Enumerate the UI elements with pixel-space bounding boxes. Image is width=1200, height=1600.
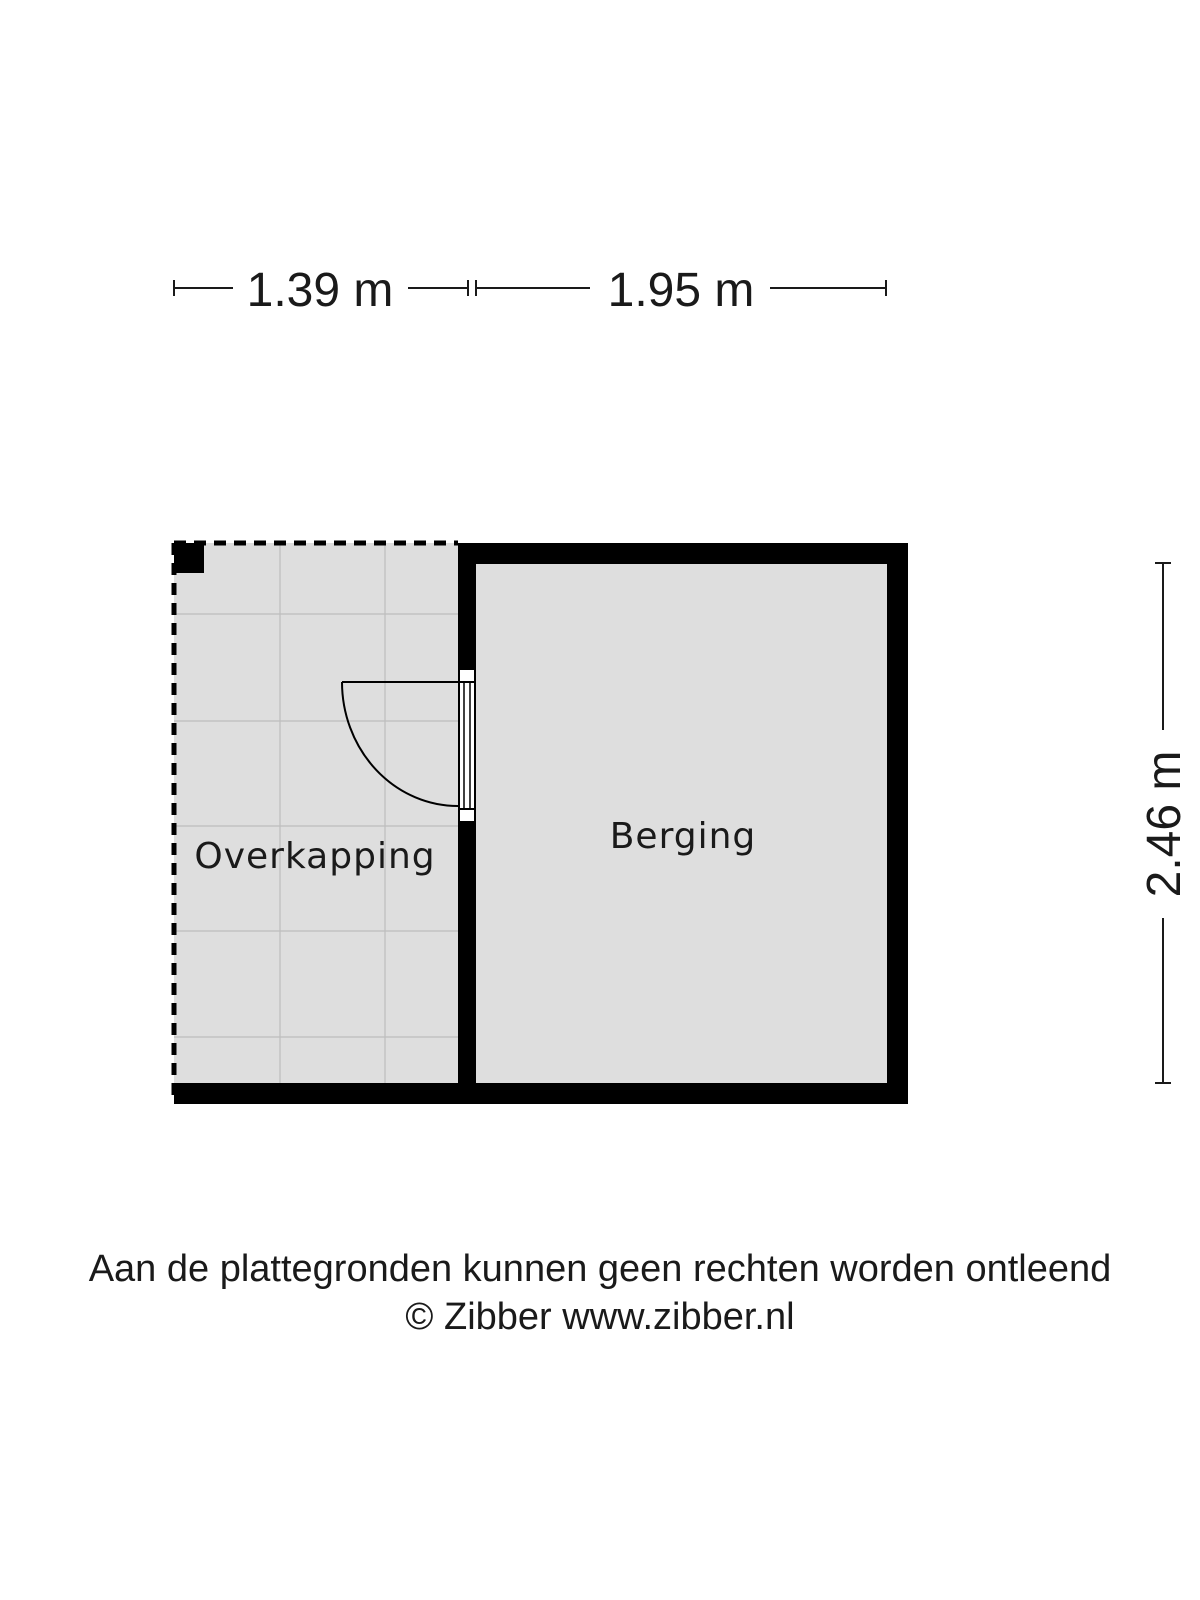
corner-post [174,543,204,573]
covered-area [174,543,458,1100]
room-label-covered-area: Overkapping [194,836,436,877]
room-label-storage: Berging [609,816,757,857]
height-dimension [1138,563,1191,1083]
width-right-label: 1.95 m [607,264,755,317]
width-left-label: 1.39 m [246,264,394,317]
disclaimer-text: Aan de plattegronden kunnen geen rechten worden ontleend [88,1248,1112,1290]
height-label: 2.46 m [1138,750,1191,898]
width-dimension [174,264,886,317]
copyright-text: © Zibber www.zibber.nl [405,1296,795,1338]
